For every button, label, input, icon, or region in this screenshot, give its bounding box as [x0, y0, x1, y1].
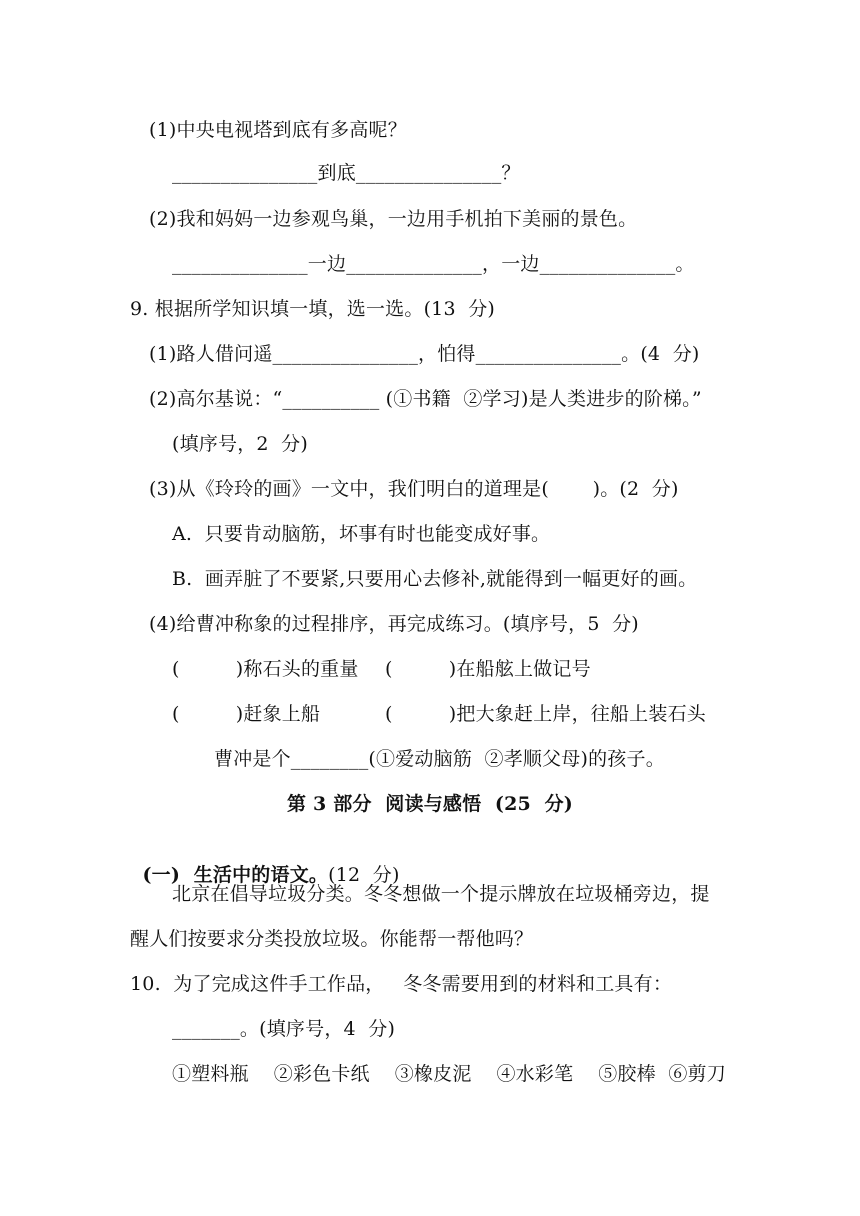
q8-1-question: (1)中央电视塔到底有多高呢？ — [149, 119, 407, 141]
q9-1-fill[interactable]: (1)路人借问遥_______________，怕得_______________。(4 分) — [149, 343, 700, 365]
q10-title: 10. 为了完成这件手工作品， 冬冬需要用到的材料和工具有： — [130, 973, 673, 995]
q9-title: 9. 根据所学知识填一填，选一选。(13 分) — [130, 298, 496, 320]
q9-4-question: (4)给曹冲称象的过程排序，再完成练习。(填序号，5 分) — [149, 613, 639, 635]
part-3-title: 第 3 部分 阅读与感悟 (25 分) — [287, 793, 573, 815]
q8-2-question: (2)我和妈妈一边参观鸟巢，一边用手机拍下美丽的景色。 — [149, 208, 638, 230]
q9-3-option-b: B. 画弄脏了不要紧,只要用心去修补,就能得到一幅更好的画。 — [172, 568, 698, 590]
q9-4-fill[interactable]: 曹冲是个________(①爱动脑筋 ②孝顺父母)的孩子。 — [214, 748, 665, 770]
q10-answer-blank[interactable]: _______。(填序号，4 分) — [172, 1018, 396, 1040]
q9-4-item-2[interactable]: ( )在船舷上做记号 — [385, 658, 591, 680]
q9-3-option-a: A. 只要肯动脑筋，坏事有时也能变成好事。 — [172, 523, 551, 545]
reading-paragraph-line-1: 北京在倡导垃圾分类。冬冬想做一个提示牌放在垃圾桶旁边，提 — [172, 883, 710, 905]
q9-4-item-1[interactable]: ( )称石头的重量 — [172, 658, 359, 680]
q8-1-answer-line[interactable]: _______________到底_______________？ — [172, 162, 521, 184]
reading-paragraph-line-2: 醒人们按要求分类投放垃圾。你能帮一帮他吗？ — [130, 928, 534, 950]
q10-options: ①塑料瓶 ②彩色卡纸 ③橡皮泥 ④水彩笔 ⑤胶棒 ⑥剪刀 — [172, 1063, 726, 1085]
q9-2-fill[interactable]: (2)高尔基说：“__________ (①书籍 ②学习)是人类进步的阶梯。” — [149, 388, 702, 410]
q8-2-answer-line[interactable]: ______________一边______________，一边______________。 — [172, 253, 695, 275]
q9-4-item-4[interactable]: ( )把大象赶上岸，往船上装石头 — [385, 703, 706, 725]
q9-3-question[interactable]: (3)从《玲玲的画》一文中，我们明白的道理是( )。(2 分) — [149, 478, 679, 500]
section-1-title: (一) 生活中的语文。 — [142, 864, 329, 886]
q9-4-item-3[interactable]: ( )赶象上船 — [172, 703, 321, 725]
q9-2-note: (填序号，2 分) — [172, 433, 308, 455]
section-1-score: (12 分) — [328, 864, 400, 886]
